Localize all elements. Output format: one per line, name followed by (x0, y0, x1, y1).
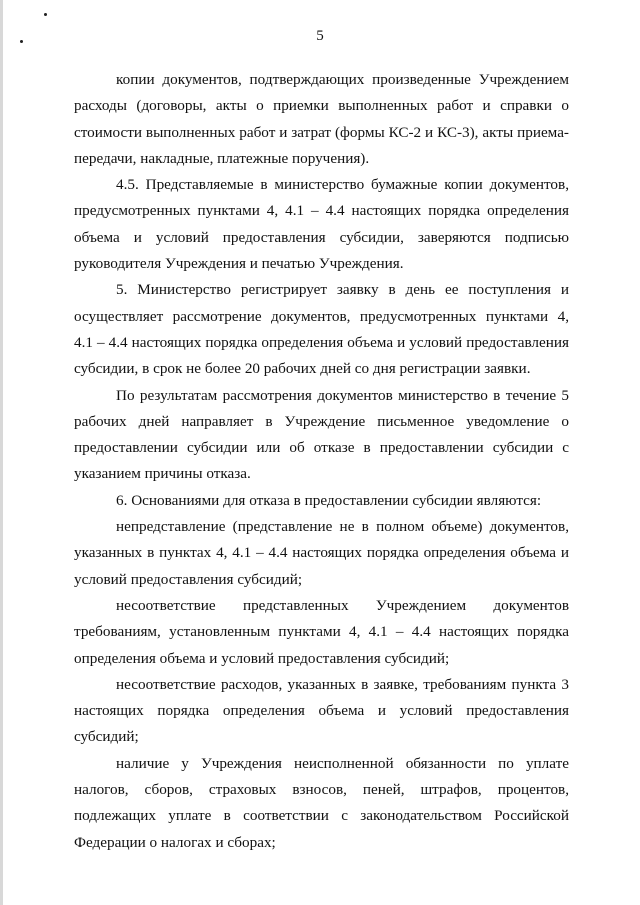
text-line: определения объема и условий предоставления субсидий; (74, 649, 450, 667)
text-line: субсидий; (74, 728, 139, 746)
text-line: налогов, сборов, страховых взносов, пеней, штрафов, процентов, (74, 781, 569, 799)
text-line: условий предоставления субсидий; (74, 570, 303, 588)
text-line: рабочих дней направляет в Учреждение письменное уведомление о (74, 412, 569, 430)
text-line: объема и условий предоставления субсидии, заверяются подписью (74, 228, 569, 246)
text-line: 5. Министерство регистрирует заявку в день ее поступления и (116, 281, 569, 299)
paragraph (74, 514, 569, 593)
text-line: передачи, накладные, платежные поручения). (74, 149, 370, 167)
text-line: 6. Основаниями для отказа в предоставлении субсидии являются: (116, 491, 542, 509)
text-line: непредставление (представление не в полном объеме) документов, (116, 518, 569, 536)
paragraph (74, 67, 569, 172)
text-line: несоответствие расходов, указанных в заявке, требованиям пункта 3 (116, 675, 569, 693)
text-line: копии документов, подтверждающих произведенные Учреждением (116, 71, 569, 88)
text-line: расходы (договоры, акты о приемки выполненных работ и справки о (74, 97, 569, 115)
paragraph (74, 277, 569, 382)
text-line: наличие у Учреждения неисполненной обязанности по уплате (116, 754, 569, 772)
text-line: предоставлении субсидии или об отказе в предоставлении субсидии с (74, 439, 569, 457)
paragraph (74, 172, 569, 277)
text-line: требованиям, установленным пунктами 4, 4.1 – 4.4 настоящих порядка (74, 623, 569, 641)
text-line: указанием причины отказа. (74, 465, 251, 483)
text-line: Федерации о налогах и сборах; (74, 833, 276, 851)
paragraph (74, 672, 569, 751)
text-line: предусмотренных пунктами 4, 4.1 – 4.4 настоящих порядка определения (74, 202, 569, 220)
paragraph (74, 383, 569, 488)
document-body (74, 67, 569, 856)
text-line: осуществляет рассмотрение документов, предусмотренных пунктами 4, (74, 307, 569, 325)
text-line: По результатам рассмотрения документов министерство в течение 5 (116, 386, 569, 404)
page-number: 5 (316, 28, 324, 44)
text-line: руководителя Учреждения и печатью Учреждения. (74, 255, 404, 273)
text-line: стоимости выполненных работ и затрат (формы КС-2 и КС-3), акты приема- (74, 123, 569, 141)
text-line: субсидии, в срок не более 20 рабочих дней со дня регистрации заявки. (74, 360, 531, 378)
paragraph (74, 751, 569, 856)
text-line: подлежащих уплате в соответствии с законодательством Российской (74, 807, 569, 825)
scan-speck (44, 13, 47, 16)
page-edge-shadow (0, 0, 3, 905)
text-line: 4.5. Представляемые в министерство бумажные копии документов, (116, 176, 569, 194)
paragraph (74, 488, 569, 514)
paragraph (74, 593, 569, 672)
text-line: 4.1 – 4.4 настоящих порядка определения объема и условий предоставления (74, 333, 569, 351)
text-line: несоответствие представленных Учреждением документов (116, 596, 569, 614)
text-line: настоящих порядка определения объема и условий предоставления (74, 702, 569, 720)
text-line: указанных в пунктах 4, 4.1 – 4.4 настоящих порядка определения объема и (74, 544, 569, 562)
